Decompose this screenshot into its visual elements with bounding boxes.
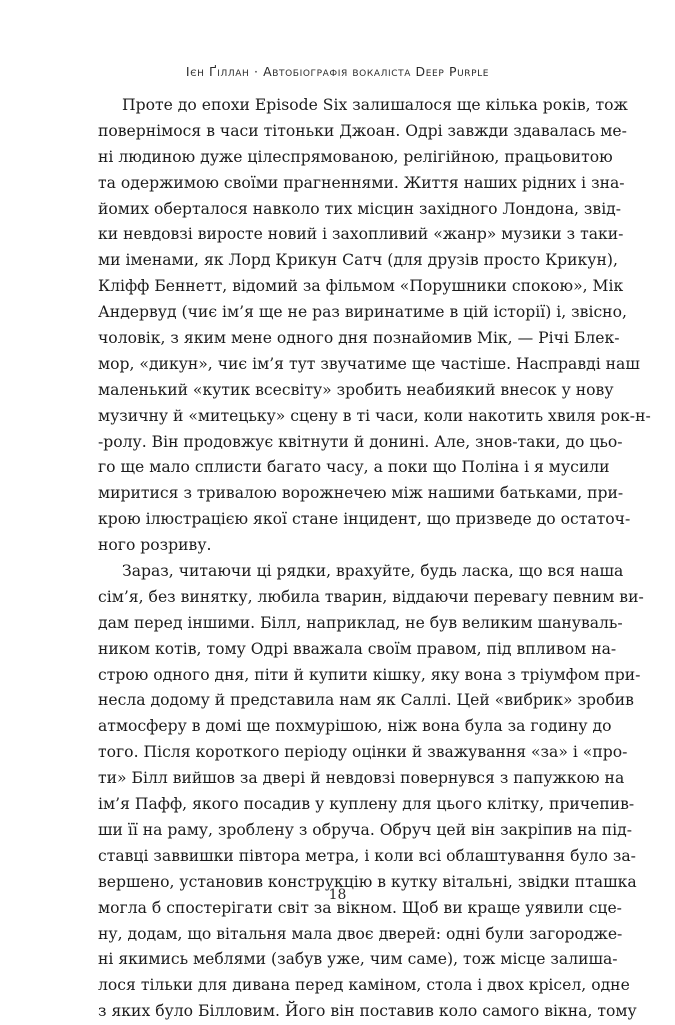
text-line: чоловік, з яким мене одного дня познайомив Мік, — Річі Блек- [98,329,620,348]
text-line: та одержимою своїми прагненнями. Життя наших рідних і зна- [98,173,625,192]
text-line: музичну й «митецьку» сцену в ті часи, коли накотить хвиля рок-н- [98,406,651,425]
page-number: 18 [328,887,347,903]
text-line: сім’я, без винятку, любила тварин, віддаючи перевагу певним ви- [98,587,644,606]
text-line: ником котів, тому Одрі вважала своїм правом, під впливом на- [98,639,617,658]
text-line: з яких було Білловим. Його він поставив коло самого вікна, тому [98,1002,637,1021]
text-line: го ще мало сплисти багато часу, а поки що Поліна і я мусили [98,458,610,477]
text-line: ну, додам, що вітальня мала двоє дверей: одні були загороджe- [98,924,623,943]
text-line: лося тільки для дивана перед каміном, стола і двох крісел, одне [98,976,630,995]
text-line: Кліфф Беннетт, відомий за фільмом «Порушники спокою», Мік [98,277,624,296]
text-line: атмосферу в домі ще похмурішою, ніж вона була за годину до [98,717,612,736]
text-line: йомих оберталося навколо тих місцин західного Лондона, звід- [98,199,622,218]
body-text [98,93,651,1025]
text-line: ні якимись меблями (забув уже, чим саме), тож місце залиша- [98,950,618,969]
text-line: -ролу. Він продовжує квітнути й донині. Але, знов-таки, до цьо- [98,432,623,451]
text-line: ного розриву. [98,536,212,555]
text-line: миритися з тривалою ворожнечею між нашими батьками, при- [98,484,624,503]
text-line: ми іменами, як Лорд Крикун Сатч (для друзів просто Крикун), [98,251,618,270]
text-line: ставці заввишки півтора метра, і коли всі облаштування було за- [98,846,636,865]
running-header: Ієн Ґіллан · Автобіографія вокаліста Deep Purple [185,64,490,79]
text-line: ні людиною дуже цілеспрямованою, релігійною, працьовитою [98,147,613,166]
text-line: ім’я Пафф, якого посадив у куплену для цього клітку, причепив- [98,795,635,814]
text-line: ки невдовзі виросте новий і захопливий «жанр» музики з таки- [98,225,624,244]
text-line: Зараз, читаючи ці рядки, врахуйте, будь ласка, що вся наша [122,562,624,581]
text-line: ти» Білл вийшов за двері й невдовзі повернувся з папужкою на [98,769,625,788]
text-line: крою ілюстрацією якої стане інцидент, що призведе до остаточ- [98,510,631,529]
text-line: могла б спостерігати світ за вікном. Щоб ви краще уявили сце- [98,898,622,917]
text-line: Андервуд (чиє ім’я ще не раз виринатиме в цій історії) і, звісно, [98,303,627,322]
text-line: Проте до епохи Episode Six залишалося ще кілька років, тож [122,96,628,114]
text-line: строю одного дня, піти й купити кішку, яку вона з тріумфом при- [98,665,641,684]
text-line: вершено, установив конструкцію в кутку вітальні, звідки пташка [98,872,637,891]
text-line: несла додому й представила нам як Саллі. Цей «вибрик» зробив [98,691,634,710]
text-line: того. Після короткого періоду оцінки й зважування «за» і «про- [98,743,628,762]
text-line: ши її на раму, зроблену з обруча. Обруч цей він закріпив на під- [98,820,633,839]
text-line: маленький «кутик всесвіту» зробить неабиякий внесок у нову [98,380,614,399]
text-line: дам перед іншими. Білл, наприклад, не був великим шануваль- [98,613,623,632]
text-line: мор, «дикун», чиє ім’я тут звучатиме ще частіше. Насправді наш [98,354,640,373]
text-line: повернімося в часи тітоньки Джоан. Одрі завжди здавалась ме- [98,121,627,140]
